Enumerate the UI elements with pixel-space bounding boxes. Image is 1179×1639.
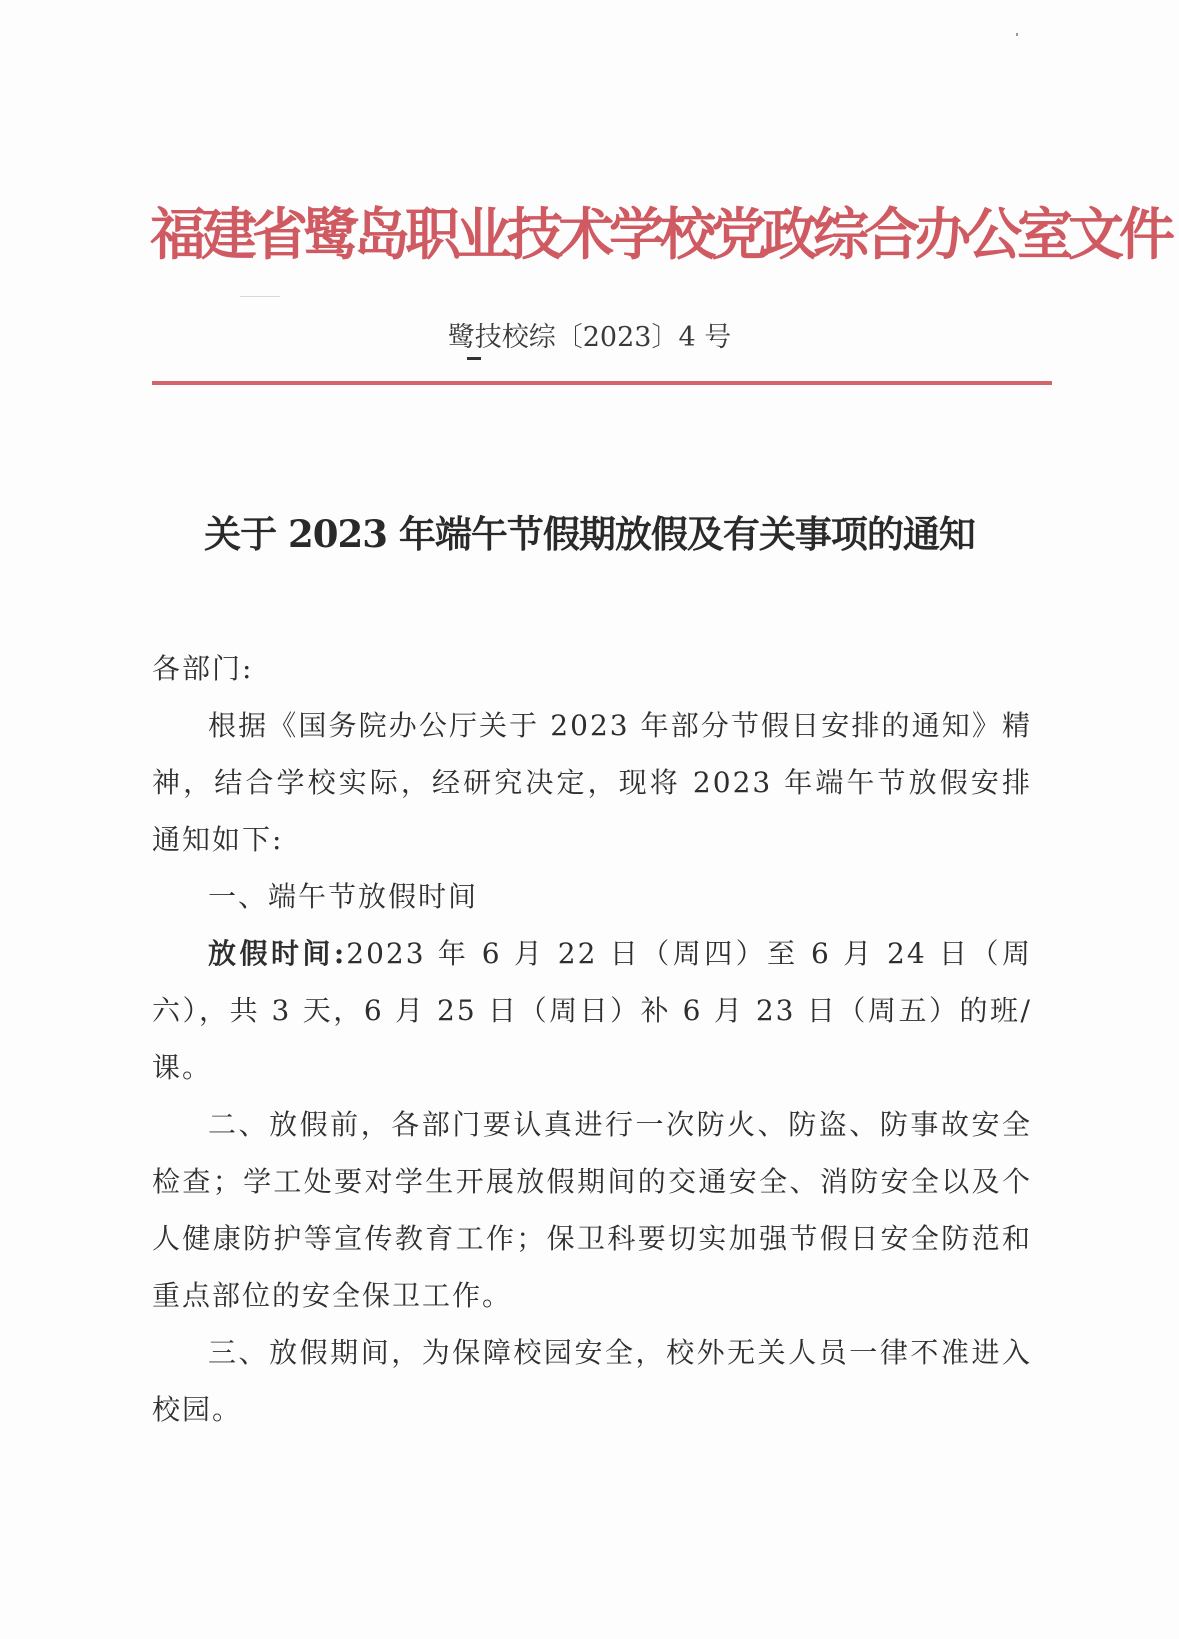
scan-speck <box>1016 33 1018 36</box>
red-divider-line <box>152 381 1052 385</box>
section-3-paragraph: 三、放假期间，为保障校园安全，校外无关人员一律不准进入校园。 <box>152 1336 1032 1426</box>
notice-title: 关于 2023 年端午节假期放假及有关事项的通知 <box>204 512 975 556</box>
holiday-time-paragraph <box>152 925 1032 1096</box>
section-1-heading: 一、端午节放假时间 <box>208 880 479 913</box>
notice-body <box>152 640 1032 1438</box>
document-number: 鹭技校综〔2023〕4 号 <box>447 322 732 353</box>
intro-paragraph: 根据《国务院办公厅关于 2023 年部分节假日安排的通知》精神，结合学校实际，经研究决定，现将 2023 年端午节放假安排通知如下: <box>152 709 1032 856</box>
holiday-time-text: 2023 年 6 月 22 日（周四）至 6 月 24 日（周六），共 3 天，6 月 25 日（周日）补 6 月 23 日（周五）的班/课。 <box>152 937 1033 1084</box>
issuer-title: 福建省鹭岛职业技术学校党政综合办公室文件 <box>150 202 1170 268</box>
salutation: 各部门: <box>152 652 254 685</box>
section-2-paragraph: 二、放假前，各部门要认真进行一次防火、防盗、防事故安全检查；学工处要对学生开展放假期间的交通安全、消防安全以及个人健康防护等宣传教育工作；保卫科要切实加强节假日安全防范和重点部位的安全保卫工作。 <box>152 1108 1032 1312</box>
scan-speck <box>467 357 481 360</box>
scan-speck <box>240 296 280 297</box>
holiday-time-label: 放假时间: <box>208 937 347 970</box>
